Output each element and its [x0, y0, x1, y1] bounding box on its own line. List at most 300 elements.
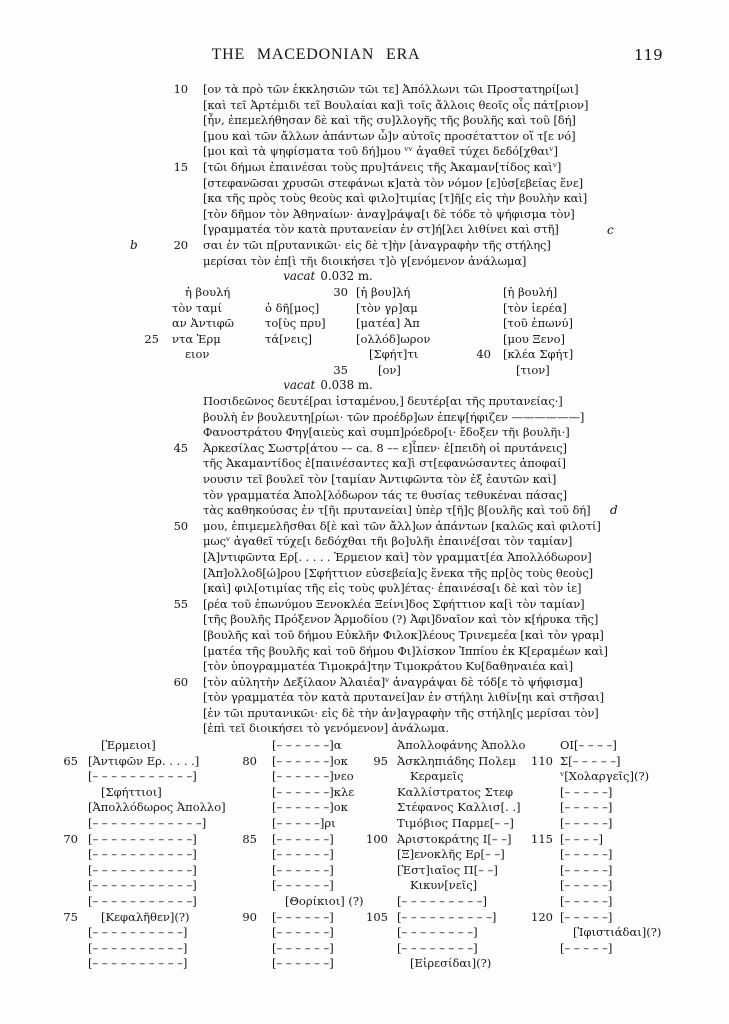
name-column-3	[352, 738, 525, 972]
name-row	[508, 847, 661, 863]
greek-line-text: [Ἑρμειοι]	[101, 738, 156, 752]
vacat-note-1	[203, 269, 453, 285]
greek-line-text: [τὸν ὑπογραμματέα Τιμοκρά]την Τιμοκράτου Κυ[δαθηναιέα καὶ]	[203, 659, 574, 674]
line-number	[154, 566, 188, 582]
line-number	[225, 785, 257, 801]
line-number	[154, 488, 188, 504]
greek-line-text: [τὸν γρ]αμ	[356, 300, 418, 315]
marginal-letter-c: c	[607, 223, 614, 237]
greek-line-text: [– – – – –]	[560, 784, 613, 799]
greek-line-text: [τὸν δῆμον τὸν Ἀθηναίων· ἀναγ]ράψα[ι δὲ τόδε τὸ ψήφισμα τὸν]	[203, 206, 575, 221]
greek-line-text: [κα τῆς πρὸς τοὺς θεοὺς καὶ φιλο]τιμίας [τ]ῆ[ς εἰς τὴν βουλὴν καὶ]	[203, 191, 588, 206]
decree-line	[130, 612, 729, 628]
name-row	[508, 769, 661, 785]
crown-column-3	[318, 285, 430, 379]
vacat-measure: 0.032 m.	[320, 269, 373, 283]
greek-line-text: [– – – – – – – – – – –]	[88, 878, 197, 893]
line-number: 70	[63, 831, 78, 846]
line-number	[352, 878, 388, 894]
line-number	[154, 534, 188, 550]
greek-line-text: [ολλόδ]ωρον	[356, 331, 431, 346]
line-number	[154, 176, 188, 192]
line-number	[131, 316, 159, 332]
greek-line-text: τὰς καθηκούσας ἐν τ[ῆι πρυτανείαι] ὑπὲρ τ[ῆ]ς β[ουλῆς καὶ τοῦ δή]	[203, 503, 591, 518]
line-number	[508, 769, 553, 785]
greek-line-text: [– – – – – – – –]	[397, 925, 478, 940]
marginal-letter	[130, 534, 154, 550]
decree-line	[130, 82, 729, 98]
line-number	[224, 301, 252, 317]
decree-line	[130, 222, 729, 238]
greek-line-text: Φανοστράτου Φηγ[αιεὺς καὶ συμπ]ρόεδρο[ι· ἔδοξεν τῆι βουλῆι·]	[203, 425, 570, 440]
greek-line-text: [Ξ]ενοκλῆς Ερ[– –]	[397, 847, 505, 862]
marginal-letter	[130, 612, 154, 628]
decree-line	[130, 706, 729, 722]
crown-row	[224, 285, 326, 301]
marginal-letter	[130, 644, 154, 660]
greek-line-text: [τιον]	[516, 362, 550, 377]
greek-line-text: [– – – – – – – – – – –]	[88, 847, 197, 862]
crown-column-1	[131, 285, 234, 363]
greek-line-text: [– – – – – – – – – – –]	[88, 831, 197, 846]
name-row	[48, 738, 226, 754]
greek-line-text: [στεφανῶσαι χρυσῶι στεφάνωι κ]ατὰ τὸν νόμον [ε]ὐσ[εβείας ἕνε]	[203, 175, 584, 190]
decree-line	[130, 207, 729, 223]
name-row	[352, 832, 525, 848]
name-row	[225, 956, 364, 972]
line-number	[318, 301, 348, 317]
name-row	[48, 847, 226, 863]
line-number	[508, 863, 553, 879]
line-number	[48, 863, 78, 879]
line-number	[154, 706, 188, 722]
greek-line-text: [τὸν γραμματέα τὸν κατὰ πρυτανεί]αν ἐν στήληι λιθίν[ηι καὶ στῆσαι]	[203, 690, 604, 705]
line-number	[318, 316, 348, 332]
line-number: 30	[333, 285, 348, 299]
name-row	[225, 863, 364, 879]
greek-line-text: Ἀσκληπιάδης Πολεμ	[397, 753, 516, 768]
line-number	[352, 894, 388, 910]
line-number	[48, 941, 78, 957]
marginal-letter-b	[130, 222, 154, 238]
line-number: 10	[173, 82, 188, 96]
line-number	[48, 956, 78, 972]
decree-line	[130, 488, 729, 504]
greek-line-text: [– – – – –]	[560, 878, 613, 893]
crown-row	[461, 301, 573, 317]
name-row	[225, 785, 364, 801]
name-column-2	[225, 738, 364, 972]
name-row	[352, 941, 525, 957]
greek-line-text: [τὸν ἱερέα]	[503, 300, 567, 315]
greek-line-text: το[ὺς πρυ]	[265, 316, 326, 331]
line-number	[154, 222, 188, 238]
marginal-letter	[130, 721, 154, 737]
name-row	[352, 847, 525, 863]
greek-line-text: [– – – – – –]κλε	[272, 784, 355, 799]
line-number: 110	[531, 753, 553, 768]
name-row	[48, 941, 226, 957]
running-head-title: THE MACEDONIAN ERA	[211, 46, 421, 63]
greek-line-text: [– – – – – – – – – – –]	[88, 769, 197, 784]
greek-line-text: [Ἀντιφῶν Ερ. . . . .]	[88, 753, 200, 768]
crown-row	[461, 285, 573, 301]
greek-line-text: [Ἀ]ντιφῶντα Ερ[. . . . . Ἑρμειον καὶ] τὸν γραμματ[έα Ἀπολλόδωρον]	[203, 549, 592, 564]
greek-line-text: [– – – – – –]	[272, 862, 334, 877]
greek-line-text: αν Ἀντιφῶ	[172, 316, 235, 331]
name-row	[508, 800, 661, 816]
crown-row	[131, 316, 234, 332]
line-number	[48, 894, 78, 910]
name-row	[48, 785, 226, 801]
decree-line	[130, 98, 729, 114]
greek-line-text: [– – – – –]	[560, 847, 613, 862]
decree-line	[130, 472, 729, 488]
greek-line-text: Κεραμεῖς	[410, 769, 464, 784]
greek-line-text: [ματέα τῆς βουλῆς καὶ τοῦ δήμου Φι]λίσκον Ἱππίου ἐκ Κ[εραμέων καὶ]	[203, 643, 608, 658]
name-row	[352, 925, 525, 941]
line-number	[352, 769, 388, 785]
greek-line-text: [τῶι δήμωι ἐπαινέσαι τοὺς πρυ]τάνεις τῆς Ἀκαμαν[τίδος καὶᵛ]	[203, 159, 562, 174]
line-number	[48, 785, 78, 801]
greek-line-text: Ἀρκεσίλας Σωστρ[άτου –– ca. 8 –– ε]ἶπεν· ἐ[πειδὴ οἱ πρυτάνεις]	[203, 440, 567, 455]
line-number	[225, 863, 257, 879]
line-number	[461, 363, 491, 379]
line-number	[508, 738, 553, 754]
greek-line-text: [τῆς βουλῆς Πρόξενον Ἁρμοδίου (?) Ἀφι]δναῖον καὶ τὸν κ[ήρυκα τῆς]	[203, 612, 599, 627]
line-number	[352, 863, 388, 879]
decree-line	[130, 690, 729, 706]
line-number: 60	[173, 674, 188, 689]
line-number	[154, 394, 188, 410]
greek-line-text: [– – – – –]	[560, 909, 613, 924]
line-number	[154, 472, 188, 488]
name-row	[48, 910, 226, 926]
line-number	[154, 721, 188, 737]
marginal-letter	[130, 550, 154, 566]
greek-line-text: [– – – – –]	[560, 815, 613, 830]
line-number	[224, 316, 252, 332]
vacat-note-2	[203, 378, 453, 394]
decree-line	[130, 550, 729, 566]
line-number	[508, 925, 553, 941]
greek-line-text: [– – – – – –]	[272, 940, 334, 955]
name-row	[225, 941, 364, 957]
crown-citation-columns	[0, 285, 729, 379]
line-number: 100	[366, 831, 388, 846]
greek-line-text: ΟΙ[– – – –]	[560, 738, 617, 752]
crown-row	[318, 285, 430, 301]
greek-line-text: [– – – – – –]	[272, 831, 334, 846]
greek-line-text: [Ἀπ]ολλοδ[ώ]ρου [Σφήττιον εὐσεβεία]ς ἕνεκα τῆς πρ[ὸς τοὺς θεοὺς]	[203, 565, 594, 580]
name-row	[352, 816, 525, 832]
line-number: 40	[476, 347, 491, 362]
greek-line-text: [καὶ] φιλ[οτιμίας τῆς εἰς τοὺς φυλ]έτας· ἐπαινέσα[ι δὲ καὶ τὸν ἱε]	[203, 581, 582, 596]
line-number	[154, 690, 188, 706]
crown-row	[131, 332, 234, 348]
greek-line-text: [Θορίκιοι] (?)	[285, 893, 364, 908]
name-row	[508, 941, 661, 957]
greek-line-text: [– – – – – –]οκ	[272, 800, 348, 815]
decree-line	[130, 519, 729, 535]
greek-line-text: [– – – – – – – – – –]	[88, 925, 188, 940]
name-row	[508, 878, 661, 894]
greek-line-text: [ἐπὶ τεῖ διοικήσει τὸ γενόμενον] ἀνάλωμα.	[203, 721, 449, 736]
line-number: 20	[173, 237, 188, 252]
line-number: 45	[173, 440, 188, 455]
crown-row	[224, 316, 326, 332]
decree-line	[130, 254, 729, 270]
greek-line-text: τά[νεις]	[265, 331, 312, 346]
name-row	[225, 754, 364, 770]
line-number	[154, 550, 188, 566]
line-number	[225, 769, 257, 785]
line-number	[225, 847, 257, 863]
decree-line	[130, 394, 729, 410]
marginal-letter-b	[130, 129, 154, 145]
line-number	[154, 207, 188, 223]
line-number	[225, 894, 257, 910]
crown-row	[461, 316, 573, 332]
name-row	[48, 894, 226, 910]
greek-line-text: τῆς Ἀκαμαντίδος ἐ[παινέσαντες κα]ὶ στ[εφανώσαντες ἀποφαί]	[203, 456, 566, 471]
line-number	[131, 347, 159, 363]
marginal-letter	[130, 659, 154, 675]
greek-line-text: ντα Ἑρμ	[172, 331, 221, 346]
name-row	[508, 910, 661, 926]
line-number: 85	[242, 831, 257, 846]
crown-row	[318, 316, 430, 332]
greek-line-text: ἡ βουλή	[185, 285, 231, 299]
crown-row	[131, 301, 234, 317]
greek-line-text: [– – – – – –]	[272, 878, 334, 893]
greek-line-text: [Σφήττιοι]	[101, 784, 162, 799]
greek-line-text: [Σφήτ]τι	[369, 347, 419, 362]
line-number	[131, 301, 159, 317]
name-row	[48, 769, 226, 785]
greek-line-text: [τοῦ ἐπωνύ]	[503, 316, 573, 331]
name-row	[508, 738, 661, 754]
line-number	[352, 847, 388, 863]
line-number	[154, 503, 188, 519]
line-number	[154, 144, 188, 160]
name-row	[48, 956, 226, 972]
line-number	[154, 410, 188, 426]
line-number	[225, 816, 257, 832]
greek-line-text: Ποσιδεῶνος δευτέ[ραι ἱσταμένου,] δευτέρ[αι τῆς πρυτανείας·]	[203, 394, 563, 408]
name-row	[508, 925, 661, 941]
greek-line-text: [ἦν, ἐπεμελήθησαν δὲ καὶ τῆς συ]λλογῆς τῆς βουλῆς καὶ τοῦ [δή]	[203, 113, 576, 128]
line-number: 35	[333, 362, 348, 377]
greek-line-text: [Ἀπολλόδωρος Ἀπολλο]	[88, 800, 226, 815]
line-number	[352, 785, 388, 801]
line-number	[508, 847, 553, 863]
marginal-letter	[130, 503, 154, 519]
line-number	[352, 816, 388, 832]
greek-line-text: [ον]	[378, 362, 401, 377]
name-row	[352, 738, 525, 754]
line-number	[154, 581, 188, 597]
crown-row	[318, 363, 430, 379]
greek-line-text: [– – – – – – – – – – –]	[88, 862, 197, 877]
crown-row	[131, 285, 234, 301]
greek-line-text: [Κεφαλῆθεν](?)	[101, 909, 190, 924]
marginal-letter-b	[130, 254, 154, 270]
marginal-letter	[130, 519, 154, 535]
crown-row	[318, 347, 430, 363]
decree-line	[130, 566, 729, 582]
line-number: 120	[531, 909, 553, 924]
marginal-letter	[130, 410, 154, 426]
name-row	[48, 878, 226, 894]
line-number	[318, 332, 348, 348]
marginal-letter	[130, 456, 154, 472]
greek-line-text: [μου καὶ τῶν ἄλλων ἁπάντων ὧ]ν αὐτοῖς προσέταττον οἵ τ[ε νό]	[203, 128, 576, 143]
line-number	[318, 347, 348, 363]
line-number	[352, 941, 388, 957]
decree-line	[130, 644, 729, 660]
line-number: 105	[366, 909, 388, 924]
name-row	[48, 832, 226, 848]
line-number: 80	[242, 753, 257, 768]
line-number	[48, 738, 78, 754]
name-row	[508, 894, 661, 910]
line-number	[461, 285, 491, 301]
marginal-letter	[130, 472, 154, 488]
marginal-letter-b	[130, 113, 154, 129]
crown-column-4	[461, 285, 573, 379]
greek-line-text: τὸν ταμί	[172, 300, 223, 315]
marginal-letter	[130, 488, 154, 504]
marginal-letter	[130, 597, 154, 613]
greek-line-text: ᵛ[Χολαργεῖς](?)	[560, 769, 650, 784]
greek-line-text: μου, ἐπιμεμελῆσθαι δ[ὲ καὶ τῶν ἄλλ]ων ἁπάντων [καλῶς καὶ φιλοτί]	[203, 518, 601, 533]
greek-line-text: [– – – – – – – – – –]	[88, 940, 188, 955]
greek-line-text: [ον τὰ πρὸ τῶν ἐκκλησιῶν τῶι τε] Ἀπόλλωνι τῶι Προστατηρί[ωι]	[203, 82, 579, 96]
name-row	[352, 894, 525, 910]
name-row	[225, 878, 364, 894]
greek-line-text: [– – – – – – – – – –]	[397, 909, 497, 924]
line-number	[48, 800, 78, 816]
greek-line-text: Ἀπολλοφάνης Ἀπολλο	[397, 738, 526, 752]
marginal-letter-b	[130, 98, 154, 114]
greek-line-text: νουσιν τεῖ βουλεῖ τὸν [ταμίαν Ἀντιφῶντα τὸν ἐξ ἑαυτῶν καὶ]	[203, 471, 557, 486]
line-number: 95	[373, 753, 388, 768]
name-row	[225, 894, 364, 910]
crown-row	[461, 363, 573, 379]
greek-line-text: [– – – –]	[560, 831, 603, 846]
line-number	[154, 129, 188, 145]
greek-line-text: [μοι καὶ τὰ ψηφίσματα τοῦ δή]μου ᵛᵛ ἀγαθεῖ τύχει δεδό[χθαιᵛ]	[203, 144, 558, 159]
marginal-letter	[130, 394, 154, 410]
greek-line-text: τὸν γραμματέα Ἀπολ[λόδωρον τάς τε θυσίας τεθυκέναι πάσας]	[203, 487, 567, 502]
name-row	[352, 769, 525, 785]
line-number	[154, 425, 188, 441]
greek-line-text: [– – – – – – – –]	[397, 940, 478, 955]
marginal-letter	[130, 425, 154, 441]
marginal-letter	[130, 581, 154, 597]
line-number	[48, 878, 78, 894]
decree-line	[130, 659, 729, 675]
name-row	[352, 800, 525, 816]
name-row	[225, 910, 364, 926]
decree-line	[130, 597, 729, 613]
greek-line-text: [– – – – – –]οκ	[272, 753, 348, 768]
name-row	[352, 910, 525, 926]
decree-line	[130, 191, 729, 207]
greek-line-text: [– – – – –]	[560, 800, 613, 815]
greek-line-text: Στέφανος Καλλισ[. .]	[397, 800, 521, 815]
line-number	[508, 941, 553, 957]
name-row	[48, 754, 226, 770]
line-number	[508, 800, 553, 816]
decree-line	[130, 721, 729, 737]
name-row	[508, 785, 661, 801]
line-number	[352, 800, 388, 816]
line-number	[154, 456, 188, 472]
name-row	[508, 816, 661, 832]
crown-row	[224, 301, 326, 317]
marginal-letter-b	[130, 82, 154, 98]
marginal-letter-b	[130, 207, 154, 223]
page-number: 119	[634, 46, 663, 64]
greek-line-text: [– – – – –]	[560, 940, 613, 955]
crown-row	[461, 347, 573, 363]
greek-line-text: [– – – – – –]νεο	[272, 769, 354, 784]
greek-line-text: [– – – – – – – – – – – –]	[88, 815, 207, 830]
line-number	[508, 785, 553, 801]
line-number	[225, 941, 257, 957]
crown-row	[224, 332, 326, 348]
marginal-letter	[130, 706, 154, 722]
name-row	[225, 816, 364, 832]
greek-line-text: [– – – – – – – – –]	[397, 893, 487, 908]
line-number	[154, 113, 188, 129]
greek-line-text: [– – – – – –]	[272, 956, 334, 971]
crown-row	[131, 347, 234, 363]
line-number	[224, 285, 252, 301]
marginal-letter	[130, 690, 154, 706]
greek-line-text: [– – – – – –]	[272, 925, 334, 940]
line-number	[154, 254, 188, 270]
greek-line-text: [– – – – – –]	[272, 909, 334, 924]
name-column-1	[48, 738, 226, 972]
greek-line-text: [– – – – – – – – – – –]	[88, 893, 197, 908]
vacat-measure: 0.038 m.	[320, 378, 373, 392]
line-number	[224, 332, 252, 348]
vacat-word: vacat	[283, 378, 316, 392]
decree-block-lower	[0, 394, 729, 737]
line-number	[508, 894, 553, 910]
name-row	[508, 832, 661, 848]
greek-line-text: [Ἰφιστιάδαι](?)	[573, 925, 662, 940]
crown-row	[318, 332, 430, 348]
line-number: 25	[144, 331, 159, 346]
decree-line	[130, 503, 729, 519]
greek-line-text: ὁ δῆ[μος]	[265, 300, 320, 315]
marginal-letter	[130, 441, 154, 457]
greek-line-text: [ματέα] Ἀπ	[356, 316, 420, 331]
greek-line-text: μερίσαι τὸν ἐπ[ὶ τῆι διοικήσει τ]ὸ γ[ενόμενον ἀνάλωμα]	[203, 253, 527, 268]
name-row	[352, 785, 525, 801]
decree-line	[130, 410, 729, 426]
line-number: 75	[63, 909, 78, 924]
decree-line	[130, 441, 729, 457]
name-row	[225, 925, 364, 941]
line-number	[352, 738, 388, 754]
greek-line-text: [τὸν αὐλητὴν Δεξίλαον Ἁλαιέα]ᵛ ἀναγράψαι δὲ τόδ[ε τὸ ψήφισμα]	[203, 674, 583, 689]
name-row	[48, 800, 226, 816]
